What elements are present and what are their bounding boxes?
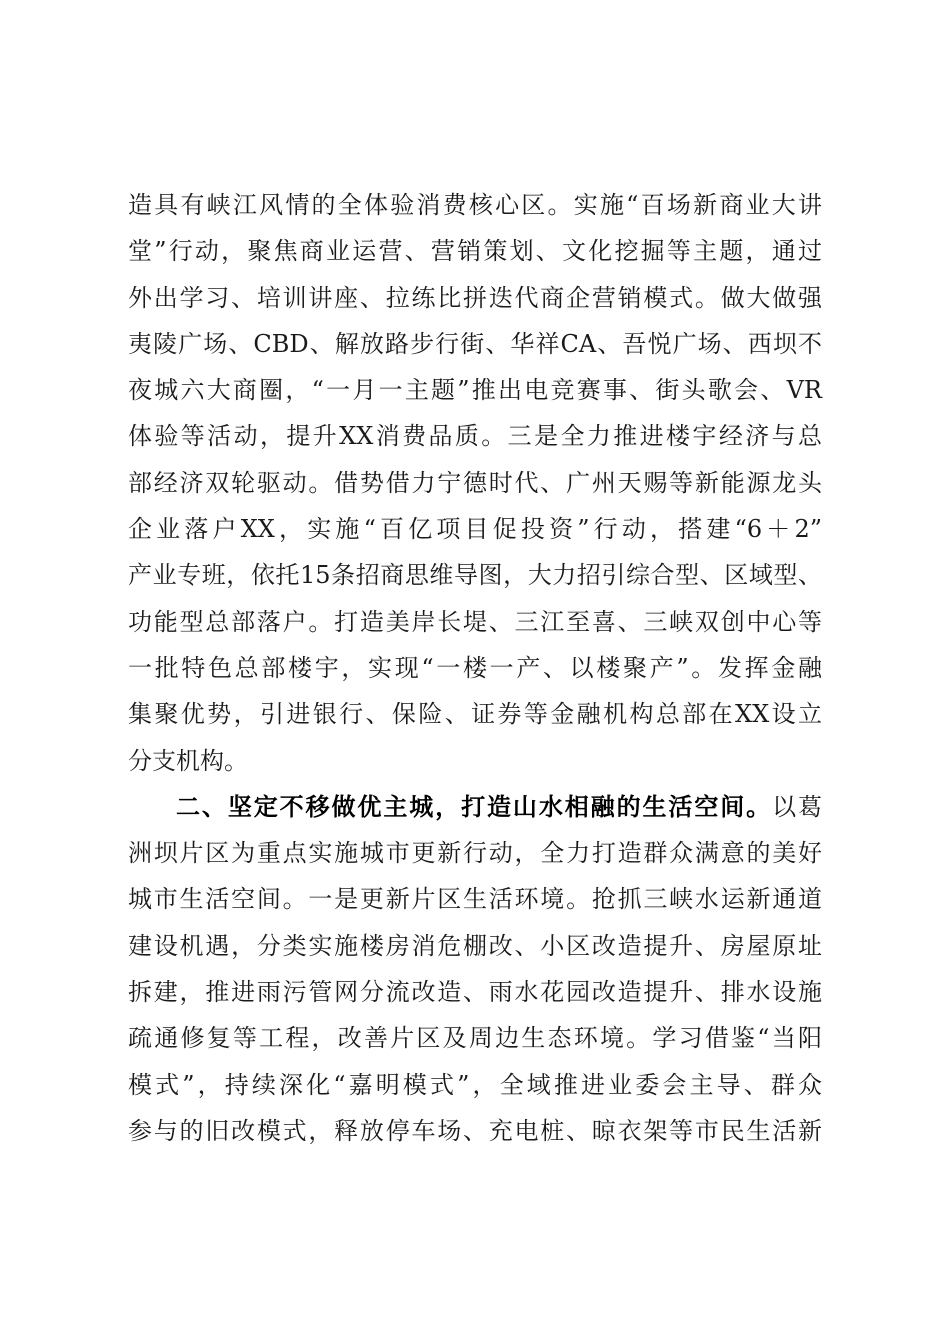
- text-line: 建设机遇，分类实施楼房消危棚改、小区改造提升、房屋原址: [128, 931, 822, 960]
- heading-tail-text: 以葛: [772, 792, 823, 821]
- paragraph-main-city: [128, 784, 828, 1154]
- text-line: 造具有峡江风情的全体验消费核心区。实施“百场新商业大讲: [128, 191, 822, 219]
- text-line: 城市生活空间。一是更新片区生活环境。抢抓三峡水运新通道: [128, 885, 822, 914]
- text-line: 参与的旧改模式，释放停车场、充电桩、晾衣架等市民生活新: [128, 1116, 822, 1145]
- section-heading-line: [128, 784, 822, 830]
- text-line: 疏通修复等工程，改善片区及周边生态环境。学习借鉴“当阳: [128, 1024, 822, 1053]
- text-line: 部经济双轮驱动。借势借力宁德时代、广州天赐等新能源龙头: [128, 468, 822, 497]
- text-line: 分支机构。: [128, 746, 248, 775]
- text-line: 产业专班，依托15条招商思维导图，大力招引综合型、区域型、: [128, 561, 822, 590]
- text-line: 夜城六大商圈，“一月一主题”推出电竞赛事、街头歌会、VR: [128, 376, 822, 405]
- text-line: 功能型总部落户。打造美岸长堤、三江至喜、三峡双创中心等: [128, 607, 822, 636]
- text-line: 拆建，推进雨污管网分流改造、雨水花园改造提升、排水设施: [128, 978, 822, 1007]
- text-line: 一批特色总部楼宇，实现“一楼一产、以楼聚产”。发挥金融: [128, 653, 822, 682]
- text-line: 堂”行动，聚焦商业运营、营销策划、文化挖掘等主题，通过: [128, 237, 822, 266]
- text-line: 洲坝片区为重点实施城市更新行动，全力打造群众满意的美好: [128, 839, 822, 868]
- section-heading: 二、坚定不移做优主城，打造山水相融的生活空间。: [176, 792, 773, 821]
- text-line: 模式”，持续深化“嘉明模式”，全域推进业委会主导、群众: [128, 1070, 822, 1099]
- text-line: 企业落户XX，实施“百亿项目促投资”行动，搭建“6＋2”: [128, 515, 822, 544]
- text-line: 集聚优势，引进银行、保险、证券等金融机构总部在XX设立: [128, 700, 822, 729]
- body-text: [128, 182, 828, 1154]
- text-line: 外出学习、培训讲座、拉练比拼迭代商企营销模式。做大做强: [128, 283, 822, 312]
- text-line: 体验等活动，提升XX消费品质。三是全力推进楼宇经济与总: [128, 422, 822, 451]
- paragraph-commerce: [128, 182, 828, 784]
- text-line: 夷陵广场、CBD、解放路步行街、华祥CA、吾悦广场、西坝不: [128, 329, 822, 358]
